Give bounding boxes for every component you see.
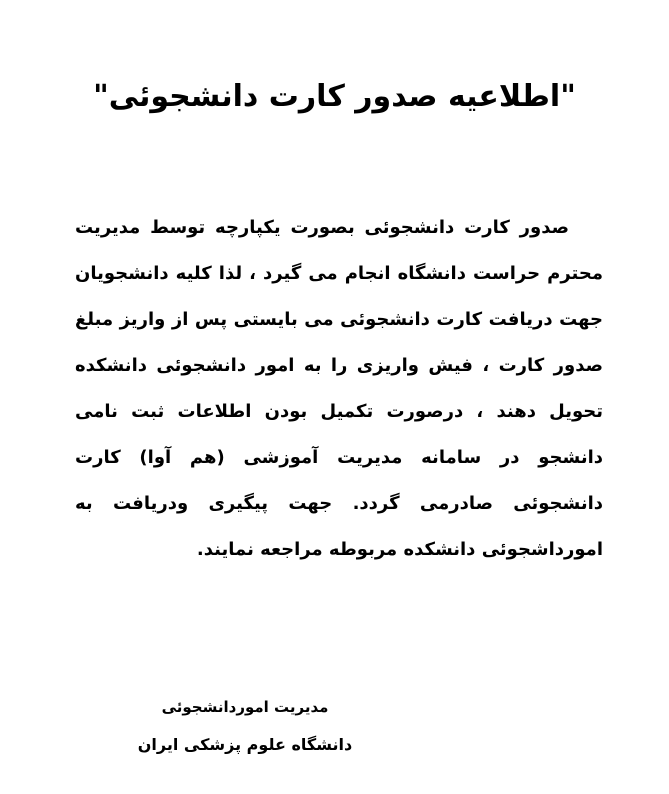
- signature-block: [120, 694, 370, 758]
- signature-office: مدیریت اموردانشجوئی: [161, 698, 329, 716]
- signature-university: دانشگاه علوم پزشکی ایران: [137, 735, 353, 754]
- announcement-body: صدور کارت دانشجوئی بصورت یکپارچه توسط مدیریت محترم حراست دانشگاه انجام می گیرد ، لذا کلیه دانشجویان جهت دریافت کارت دانشجوئی می بایستی پس از واریز مبلغ صدور کارت ، فیش واریزی را به امور دانشجوئی دانشکده تحویل دهند ، درصورت تکمیل بودن اطلاعات ثبت نامی دانشجو در سامانه مدیریت آموزشی (هم آوا) کارت دانشجوئی صادرمی گردد. جهت پیگیری ودریافت به امورداشجوئی دانشکده مربوطه مراجعه نمایند.: [75, 217, 603, 560]
- announcement-title: "اطلاعیه صدور کارت دانشجوئی": [93, 79, 576, 114]
